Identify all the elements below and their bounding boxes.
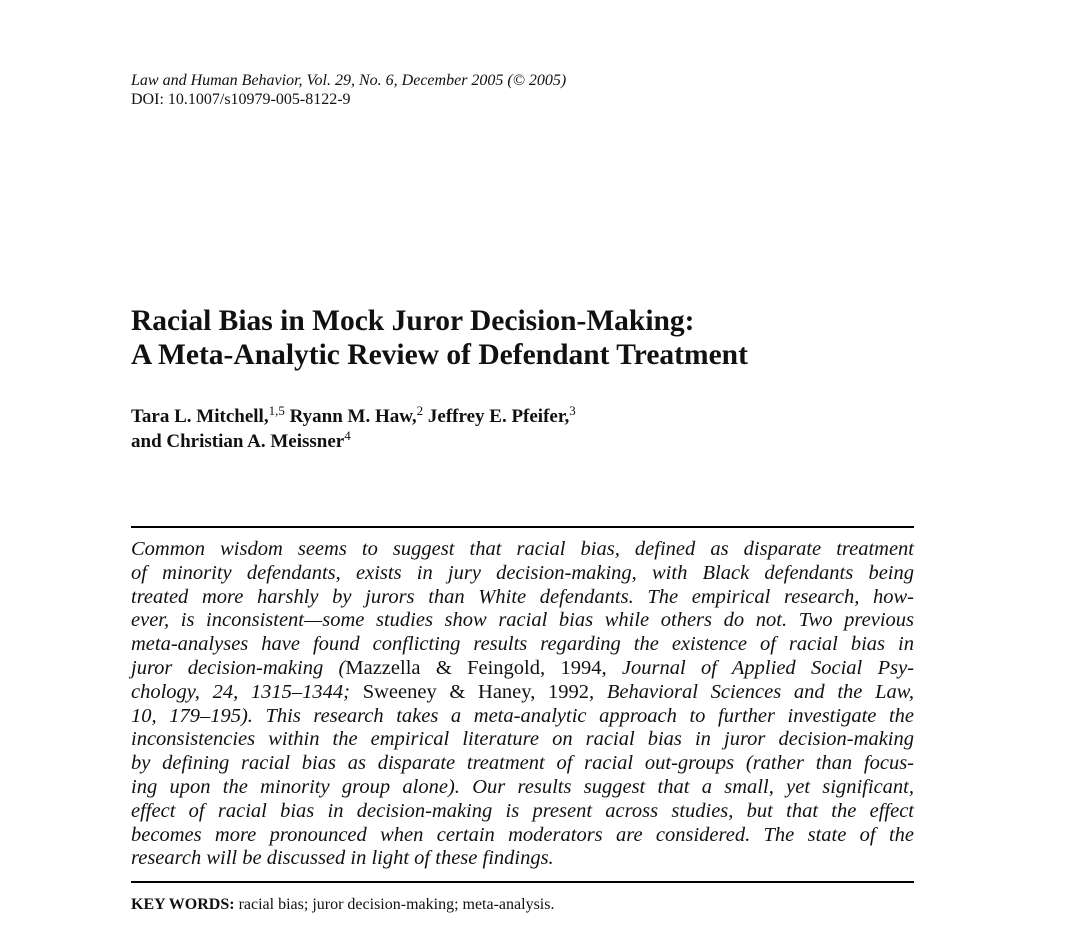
abstract-line: effect of racial bias in decision-making is present across studies, but that the effect [131, 799, 914, 822]
abstract-top-rule [131, 526, 914, 528]
abstract-text: , Behavioral Sciences and the Law, [589, 680, 914, 703]
journal-citation: Law and Human Behavior, Vol. 29, No. 6, December 2005 (© 2005) [131, 72, 567, 89]
author-affiliation: 4 [344, 428, 351, 443]
abstract-bottom-rule [131, 881, 914, 883]
abstract-line: Common wisdom seems to suggest that racial bias, defined as disparate treatment [131, 538, 914, 560]
keywords [131, 895, 554, 915]
author-line-2 [131, 429, 576, 454]
keywords-text: racial bias; juror decision-making; meta-analysis. [238, 896, 555, 913]
author-name: Tara L. Mitchell, [131, 406, 269, 427]
abstract-line [131, 681, 914, 705]
abstract-text: , Journal of Applied Social Psy- [601, 656, 915, 679]
abstract-line: treated more harshly by jurors than White defendants. The empirical research, how- [131, 585, 914, 608]
abstract-line: 10, 179–195). This research takes a meta-analytic approach to further investigate the [131, 704, 914, 727]
abstract [131, 538, 914, 871]
abstract-line: ever, is inconsistent—some studies show racial bias while others do not. Two previous [131, 609, 914, 632]
abstract-line: meta-analyses have found conflicting results regarding the existence of racial bias in [131, 633, 914, 656]
abstract-text: juror decision-making ( [131, 656, 346, 679]
citation-sweeney: Sweeney & Haney, 1992 [362, 680, 590, 703]
journal-header [131, 71, 566, 109]
abstract-line: by defining racial bias as disparate treatment of racial out-groups (rather than focus- [131, 752, 914, 775]
abstract-line: inconsistencies within the empirical literature on racial bias in juror decision-making [131, 728, 914, 751]
author-name: and Christian A. Meissner [131, 431, 345, 452]
article-title [131, 304, 748, 372]
author-affiliation: 1,5 [268, 403, 285, 418]
abstract-text: chology, 24, 1315–1344; [131, 680, 363, 703]
abstract-line: of minority defendants, exists in jury decision-making, with Black defendants being [131, 561, 914, 584]
title-line-1: Racial Bias in Mock Juror Decision-Making: [131, 305, 695, 337]
author-line-1 [131, 404, 576, 429]
title-line-2: A Meta-Analytic Review of Defendant Treatment [131, 339, 748, 371]
abstract-line: ing upon the minority group alone). Our results suggest that a small, yet significant, [131, 775, 914, 798]
doi: DOI: 10.1007/s10979-005-8122-9 [131, 91, 351, 108]
author-affiliation: 3 [569, 403, 576, 418]
author-name: Ryann M. Haw, [289, 406, 417, 427]
author-list [131, 404, 576, 454]
abstract-line: research will be discussed in light of these findings. [131, 847, 554, 870]
abstract-line [131, 657, 914, 681]
keywords-label: KEY WORDS: [131, 896, 235, 913]
citation-mazzella: Mazzella & Feingold, 1994 [345, 656, 602, 679]
author-affiliation: 2 [416, 403, 424, 418]
author-name: Jeffrey E. Pfeifer, [427, 406, 570, 427]
abstract-line: becomes more pronounced when certain moderators are considered. The state of the [131, 823, 914, 846]
